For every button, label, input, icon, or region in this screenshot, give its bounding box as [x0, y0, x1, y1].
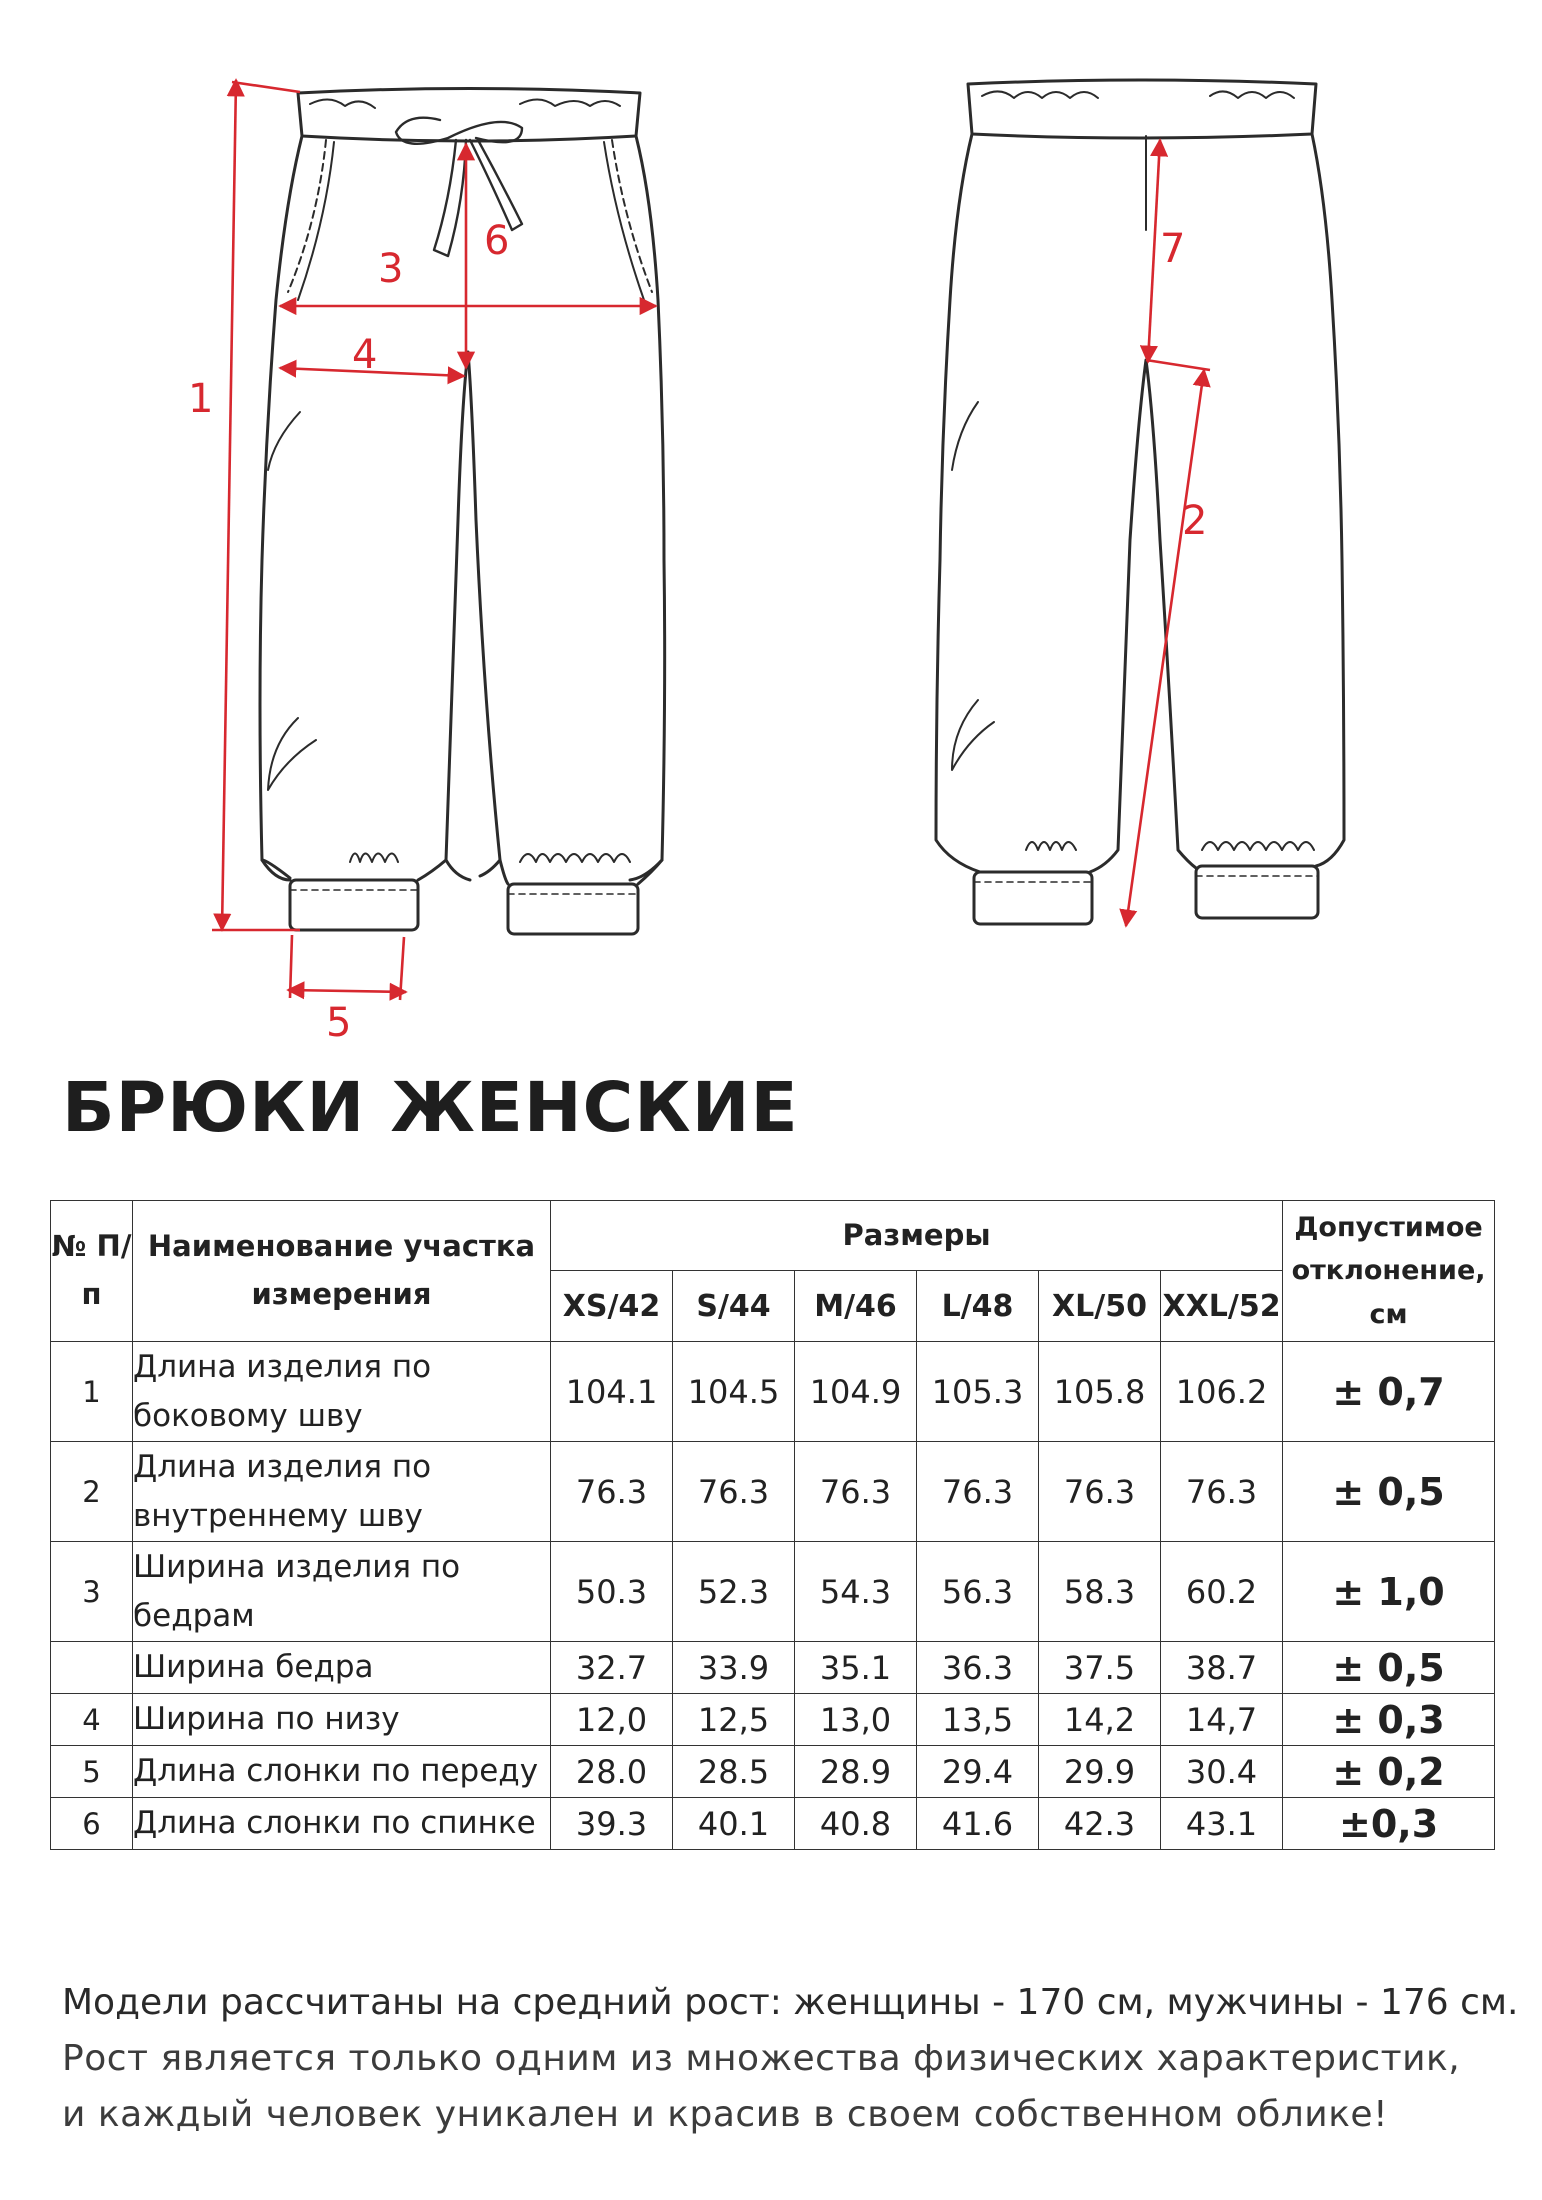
- table-row: [51, 1694, 1495, 1746]
- measurement-name: Ширина изделия по бедрам: [133, 1542, 551, 1642]
- size-value: 33.9: [673, 1642, 795, 1694]
- size-value: 40.8: [795, 1798, 917, 1850]
- row-number: 6: [51, 1798, 133, 1850]
- size-value: 36.3: [917, 1642, 1039, 1694]
- size-value: 76.3: [673, 1442, 795, 1542]
- size-value: 29.9: [1039, 1746, 1161, 1798]
- footer-note: [62, 1975, 1519, 2142]
- measure-label-1: 1: [188, 376, 214, 422]
- size-value: 54.3: [795, 1542, 917, 1642]
- front-measurements: [212, 80, 656, 1000]
- size-value: 76.3: [1039, 1442, 1161, 1542]
- table-row: [51, 1442, 1495, 1542]
- size-value: 28.5: [673, 1746, 795, 1798]
- measure-label-5: 5: [326, 1000, 352, 1046]
- table-row: [51, 1542, 1495, 1642]
- size-value: 38.7: [1161, 1642, 1283, 1694]
- tolerance-value: ±0,3: [1283, 1798, 1495, 1850]
- size-value: 14,2: [1039, 1694, 1161, 1746]
- pants-measurement-diagram: [0, 0, 1542, 1060]
- size-value: 104.1: [551, 1342, 673, 1442]
- size-value: 32.7: [551, 1642, 673, 1694]
- size-value: 13,5: [917, 1694, 1039, 1746]
- size-header: XL/50: [1039, 1271, 1161, 1342]
- size-value: 30.4: [1161, 1746, 1283, 1798]
- size-value: 105.8: [1039, 1342, 1161, 1442]
- size-value: 106.2: [1161, 1342, 1283, 1442]
- measure-label-4: 4: [352, 332, 378, 378]
- size-chart-table: [50, 1200, 1495, 1850]
- size-value: 42.3: [1039, 1798, 1161, 1850]
- measurement-name: Длина слонки по спинке: [133, 1798, 551, 1850]
- header-name: Наименование участка измерения: [133, 1201, 551, 1342]
- measure-label-3: 3: [378, 246, 404, 292]
- size-value: 39.3: [551, 1798, 673, 1850]
- measurement-name: Ширина по низу: [133, 1694, 551, 1746]
- header-sizes: Размеры: [551, 1201, 1283, 1271]
- measurement-name: Длина слонки по переду: [133, 1746, 551, 1798]
- size-value: 28.0: [551, 1746, 673, 1798]
- pants-front-view: [260, 89, 665, 935]
- size-value: 40.1: [673, 1798, 795, 1850]
- size-value: 43.1: [1161, 1798, 1283, 1850]
- row-number: 1: [51, 1342, 133, 1442]
- measurement-name: Длина изделия по боковому шву: [133, 1342, 551, 1442]
- size-value: 60.2: [1161, 1542, 1283, 1642]
- table-row: [51, 1342, 1495, 1442]
- size-header: M/46: [795, 1271, 917, 1342]
- size-value: 76.3: [795, 1442, 917, 1542]
- size-value: 12,0: [551, 1694, 673, 1746]
- size-header: XS/42: [551, 1271, 673, 1342]
- size-value: 29.4: [917, 1746, 1039, 1798]
- row-number: 2: [51, 1442, 133, 1542]
- size-value: 104.9: [795, 1342, 917, 1442]
- header-tolerance: Допустимое отклонение, см: [1283, 1201, 1495, 1342]
- pants-back-view: [936, 80, 1344, 924]
- measure-label-2: 2: [1182, 498, 1208, 544]
- size-header: S/44: [673, 1271, 795, 1342]
- tolerance-value: ± 0,3: [1283, 1694, 1495, 1746]
- size-value: 76.3: [551, 1442, 673, 1542]
- row-number: [51, 1642, 133, 1694]
- size-value: 12,5: [673, 1694, 795, 1746]
- size-value: 56.3: [917, 1542, 1039, 1642]
- footer-line-3: и каждый человек уникален и красив в своем собственном облике!: [62, 2093, 1389, 2135]
- measure-label-6: 6: [484, 218, 510, 264]
- tolerance-value: ± 0,2: [1283, 1746, 1495, 1798]
- tolerance-value: ± 0,5: [1283, 1442, 1495, 1542]
- footer-line-2: Рост является только одним из множества физических характеристик,: [62, 2037, 1461, 2079]
- size-header: XXL/52: [1161, 1271, 1283, 1342]
- size-value: 105.3: [917, 1342, 1039, 1442]
- size-value: 13,0: [795, 1694, 917, 1746]
- measurement-name: Ширина бедра: [133, 1642, 551, 1694]
- table-row: [51, 1746, 1495, 1798]
- size-value: 52.3: [673, 1542, 795, 1642]
- tolerance-value: ± 0,7: [1283, 1342, 1495, 1442]
- size-value: 104.5: [673, 1342, 795, 1442]
- footer-line-1: Модели рассчитаны на средний рост: женщины - 170 см, мужчины - 176 см.: [62, 1982, 1519, 2023]
- size-value: 35.1: [795, 1642, 917, 1694]
- size-value: 37.5: [1039, 1642, 1161, 1694]
- row-number: 4: [51, 1694, 133, 1746]
- size-value: 14,7: [1161, 1694, 1283, 1746]
- page-title: БРЮКИ ЖЕНСКИЕ: [62, 1068, 799, 1148]
- size-value: 28.9: [795, 1746, 917, 1798]
- tolerance-value: ± 1,0: [1283, 1542, 1495, 1642]
- size-value: 76.3: [1161, 1442, 1283, 1542]
- size-value: 76.3: [917, 1442, 1039, 1542]
- size-header: L/48: [917, 1271, 1039, 1342]
- measure-label-7: 7: [1160, 226, 1186, 272]
- table-row: [51, 1642, 1495, 1694]
- size-value: 58.3: [1039, 1542, 1161, 1642]
- measurement-name: Длина изделия по внутреннему шву: [133, 1442, 551, 1542]
- row-number: 3: [51, 1542, 133, 1642]
- tolerance-value: ± 0,5: [1283, 1642, 1495, 1694]
- table-row: [51, 1798, 1495, 1850]
- row-number: 5: [51, 1746, 133, 1798]
- size-value: 41.6: [917, 1798, 1039, 1850]
- header-num: № П/п: [51, 1201, 133, 1342]
- size-value: 50.3: [551, 1542, 673, 1642]
